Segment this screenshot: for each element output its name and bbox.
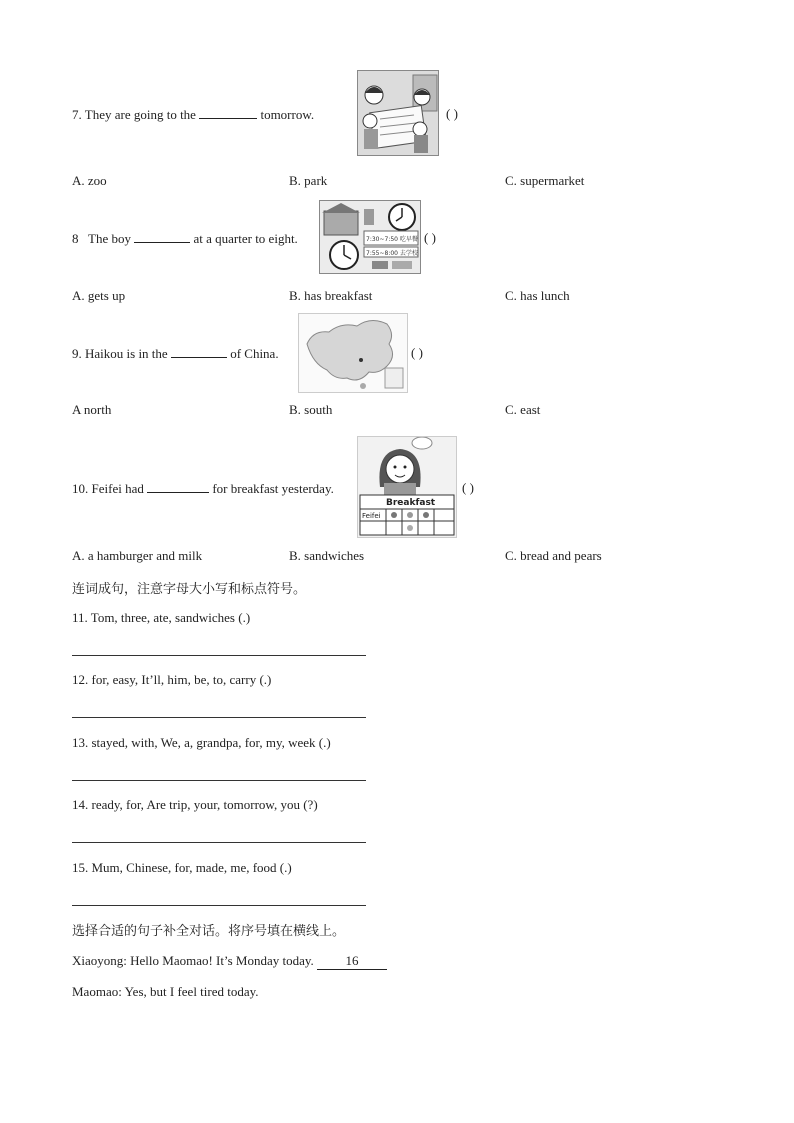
rearrange-item-11: 11. Tom, three, ate, sandwiches (.) xyxy=(72,610,251,625)
board-row-label: Feifei xyxy=(362,512,381,520)
option-b[interactable]: B. sandwiches xyxy=(289,548,365,563)
schedule-line-1: 7:30~7:50 吃早餐 xyxy=(366,236,418,243)
answer-paren[interactable]: ( ) xyxy=(424,230,436,245)
question-7 xyxy=(72,106,314,123)
question-text-after: for breakfast yesterday. xyxy=(212,481,334,496)
picture-china-map xyxy=(298,313,408,393)
option-a[interactable]: A. a hamburger and milk xyxy=(72,548,203,563)
rearrange-item-13: 13. stayed, with, We, a, grandpa, for, my, week (.) xyxy=(72,735,331,750)
answer-blank[interactable] xyxy=(147,480,209,493)
answer-line-13[interactable] xyxy=(72,780,366,781)
rearrange-item-15: 15. Mum, Chinese, for, made, me, food (.) xyxy=(72,860,292,875)
question-text-before: Feifei had xyxy=(91,481,144,496)
answer-line-11[interactable] xyxy=(72,655,366,656)
question-number: 8 xyxy=(72,231,79,246)
option-c[interactable]: C. east xyxy=(505,402,541,417)
rearrange-item-12: 12. for, easy, It’ll, him, be, to, carry (.) xyxy=(72,672,272,687)
answer-line-15[interactable] xyxy=(72,905,366,906)
dialogue-text: Xiaoyong: Hello Maomao! It’s Monday today. xyxy=(72,953,314,968)
option-b[interactable]: B. has breakfast xyxy=(289,288,373,303)
question-text-after: tomorrow. xyxy=(260,107,315,122)
question-10 xyxy=(72,480,334,497)
question-number: 10. xyxy=(72,481,89,496)
answer-blank[interactable] xyxy=(199,106,257,119)
board-title: Breakfast xyxy=(386,498,436,508)
option-b[interactable]: B. south xyxy=(289,402,333,417)
answer-paren[interactable]: ( ) xyxy=(411,345,423,360)
section-heading-dialogue: 选择合适的句子补全对话。将序号填在横线上。 xyxy=(72,924,346,939)
option-b[interactable]: B. park xyxy=(289,173,328,188)
picture-feifei-breakfast-board xyxy=(357,436,457,538)
question-text-after: of China. xyxy=(230,346,279,361)
option-c[interactable]: C. supermarket xyxy=(505,173,585,188)
option-c[interactable]: C. has lunch xyxy=(505,288,570,303)
answer-line-14[interactable] xyxy=(72,842,366,843)
question-8 xyxy=(72,230,298,247)
question-text-before: They are going to the xyxy=(84,107,196,122)
answer-paren[interactable]: ( ) xyxy=(462,480,474,495)
question-text-before: The boy xyxy=(88,231,131,246)
dialogue-line-2: Maomao: Yes, but I feel tired today. xyxy=(72,984,259,999)
picture-clocks-schedule xyxy=(319,200,421,274)
dialogue-answer-blank[interactable]: 16 xyxy=(317,953,387,970)
option-a[interactable]: A. gets up xyxy=(72,288,126,303)
option-a[interactable]: A. zoo xyxy=(72,173,107,188)
question-number: 7. xyxy=(72,107,82,122)
answer-line-12[interactable] xyxy=(72,717,366,718)
question-text-before: Haikou is in the xyxy=(85,346,168,361)
option-c[interactable]: C. bread and pears xyxy=(505,548,602,563)
question-text-after: at a quarter to eight. xyxy=(193,231,298,246)
question-9 xyxy=(72,345,279,362)
schedule-line-2: 7:55~8:00 去学校 xyxy=(366,250,418,257)
answer-blank[interactable] xyxy=(171,345,227,358)
rearrange-item-14: 14. ready, for, Are trip, your, tomorrow, you (?) xyxy=(72,797,318,812)
dialogue-line-1 xyxy=(72,953,387,970)
answer-blank[interactable] xyxy=(134,230,190,243)
answer-paren[interactable]: ( ) xyxy=(446,106,458,121)
question-number: 9. xyxy=(72,346,82,361)
picture-children-reading-map xyxy=(357,70,439,156)
section-heading-rearrange: 连词成句，注意字母大小写和标点符号。 xyxy=(72,582,307,597)
option-a[interactable]: A north xyxy=(72,402,112,417)
